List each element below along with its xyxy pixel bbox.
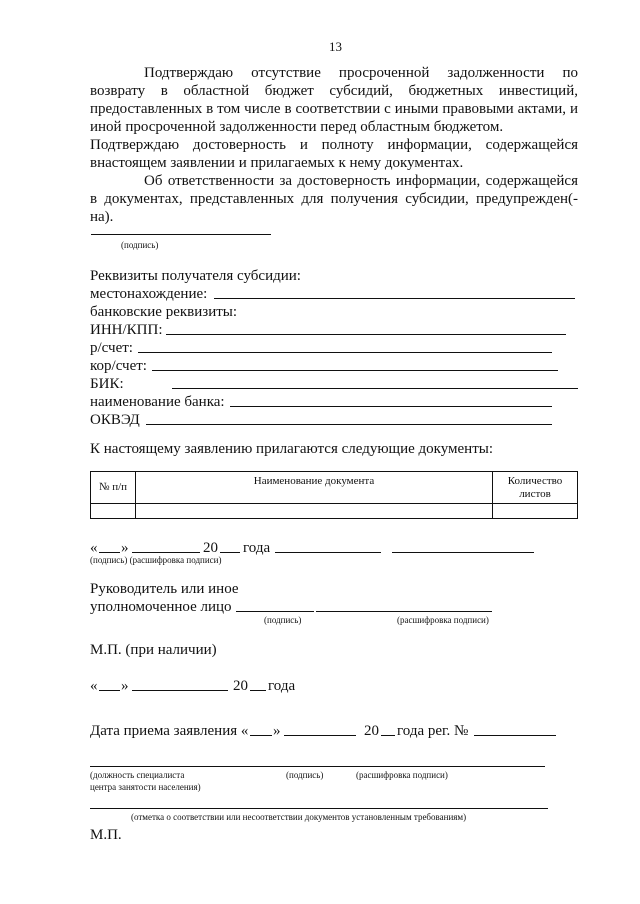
decode-field-1[interactable] — [392, 552, 534, 553]
receipt-day-field[interactable] — [250, 735, 272, 736]
table-cell[interactable] — [136, 504, 493, 519]
bank-requisites-label: банковские реквизиты: — [90, 304, 238, 320]
location-label: местонахождение: — [90, 286, 208, 302]
corr-account-label: кор/счет: — [90, 358, 147, 374]
receipt-year-prefix: 20 — [364, 723, 379, 739]
signature-field-1[interactable] — [275, 552, 381, 553]
inn-kpp-label: ИНН/КПП: — [90, 322, 163, 338]
conformity-caption: (отметка о соответствии или несоответствии документов установленным требованиям) — [131, 812, 467, 822]
corr-account-field[interactable] — [152, 370, 558, 371]
head-label-line2: уполномоченное лицо — [90, 599, 232, 615]
date2-year-prefix: 20 — [233, 678, 248, 694]
date2-month-field[interactable] — [132, 690, 228, 691]
location-field[interactable] — [214, 298, 575, 299]
specialist-decode-caption: (расшифровка подписи) — [356, 770, 448, 780]
table-header-row — [91, 472, 578, 504]
paragraph-responsibility: Об ответственности за достоверность информации, содержащейся в документах, представленных для получения субсидии, предупрежден(-на). — [90, 173, 578, 225]
receipt-month-field[interactable] — [284, 735, 356, 736]
column-header-document-name: Наименование документа — [136, 472, 493, 504]
specialist-line[interactable] — [90, 766, 545, 767]
table-cell[interactable] — [493, 504, 578, 519]
specialist-sign-caption: (подпись) — [286, 770, 324, 780]
date-month-field[interactable] — [132, 552, 200, 553]
date-close-quote: » — [121, 540, 129, 556]
inn-kpp-field[interactable] — [166, 334, 566, 335]
table-cell[interactable] — [91, 504, 136, 519]
stamp-label-2: М.П. — [90, 827, 122, 843]
okved-label: ОКВЭД — [90, 412, 140, 428]
specialist-position-caption-2: центра занятости населения) — [90, 782, 201, 792]
signature-line — [91, 234, 271, 235]
okved-field[interactable] — [146, 424, 552, 425]
specialist-position-caption: (должность специалиста — [90, 770, 185, 780]
receipt-date-label: Дата приема заявления « — [90, 723, 249, 739]
head-decode-field[interactable] — [316, 611, 492, 612]
head-sign-caption: (подпись) — [264, 615, 302, 625]
receipt-year-field[interactable] — [381, 735, 395, 736]
date-day-field[interactable] — [99, 552, 120, 553]
receipt-year-reg-label: года рег. № — [397, 723, 469, 739]
stamp-label-1: М.П. (при наличии) — [90, 642, 217, 658]
account-label: р/счет: — [90, 340, 133, 356]
attached-docs-title: К настоящему заявлению прилагаются следующие документы: — [90, 441, 494, 457]
signature-caption: (подпись) — [121, 240, 159, 250]
documents-table — [90, 471, 578, 519]
page-number: 13 — [329, 39, 342, 54]
date-year-word: года — [243, 540, 271, 556]
date2-year-field[interactable] — [250, 690, 266, 691]
column-header-sheet-count: Количество листов — [493, 472, 578, 504]
date2-day-field[interactable] — [99, 690, 120, 691]
bik-label: БИК: — [90, 376, 124, 392]
date-open-quote: « — [90, 540, 98, 556]
head-label-line1: Руководитель или иное — [90, 581, 239, 597]
account-field[interactable] — [138, 352, 552, 353]
bank-name-field[interactable] — [230, 406, 552, 407]
date-year-prefix: 20 — [203, 540, 218, 556]
table-row — [91, 504, 578, 519]
date2-open-quote: « — [90, 678, 98, 694]
head-signature-field[interactable] — [236, 611, 314, 612]
paragraph-confirm-accuracy: Подтверждаю достоверность и полноту информации, содержащейся внастоящем заявлении и прилагаемых к нему документах. — [90, 137, 578, 171]
bik-field[interactable] — [172, 388, 578, 389]
date2-year-word: года — [268, 678, 296, 694]
paragraph-no-debt: Подтверждаю отсутствие просроченной задолженности по возврату в областной бюджет субсидий, бюджетных инвестиций, предоставленных в том числе в соответствии с иными правовыми актами, и иной просроченной задолженности перед областным бюджетом. — [90, 65, 578, 135]
date2-close-quote: » — [121, 678, 129, 694]
registration-number-field[interactable] — [474, 735, 556, 736]
bank-name-label: наименование банка: — [90, 394, 225, 410]
date-year-field[interactable] — [220, 552, 240, 553]
receipt-close-quote: » — [273, 723, 281, 739]
column-header-number: № п/п — [91, 472, 136, 504]
head-decode-caption: (расшифровка подписи) — [397, 615, 489, 625]
conformity-line[interactable] — [90, 808, 548, 809]
sign-decode-caption: (подпись) (расшифровка подписи) — [90, 555, 222, 565]
requisites-title: Реквизиты получателя субсидии: — [90, 268, 301, 284]
